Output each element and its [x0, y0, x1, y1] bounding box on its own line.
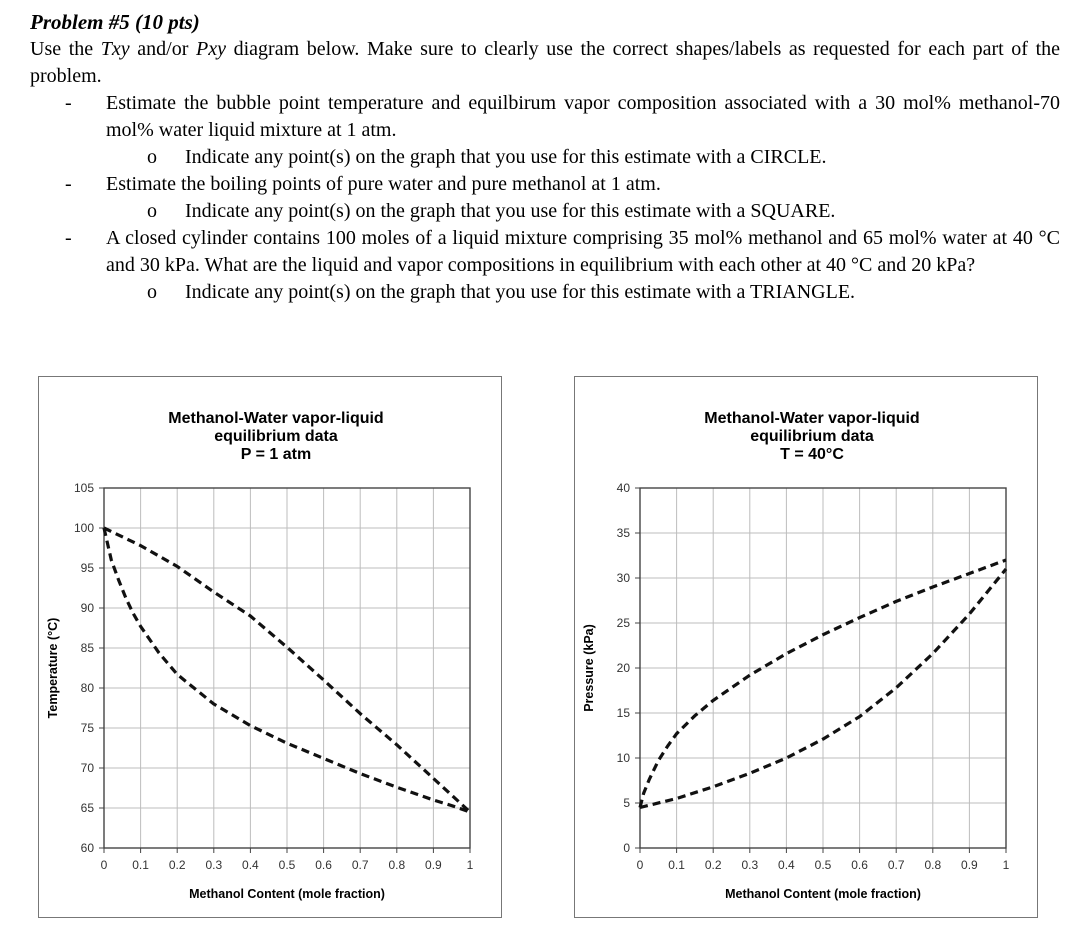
task-text: A closed cylinder contains 100 moles of a liquid mixture comprising 35 mol% methanol and 65 mol% water at 40 °C and 30 kPa. What are the liquid and vapor compositions in equilibrium with each other at 40 °C and 20 kPa? — [106, 227, 1060, 276]
y-tick-label: 65 — [80, 801, 94, 815]
y-tick-label: 75 — [80, 721, 94, 735]
chart-title-line: equilibrium data — [750, 428, 874, 445]
x-tick-label: 0.8 — [388, 858, 406, 872]
y-tick-label: 60 — [80, 841, 94, 855]
y-tick-label: 105 — [73, 481, 94, 495]
y-tick-label: 0 — [623, 841, 630, 855]
y-tick-label: 20 — [616, 661, 630, 675]
task-text: Estimate the bubble point temperature and equilbirum vapor composition associated with a 30 mol% methanol-70 mol% water liquid mixture at 1 atm. — [106, 92, 1060, 141]
txy-chart-panel — [38, 376, 502, 918]
x-tick-label: 0.9 — [961, 858, 978, 872]
x-tick-label: 0.3 — [205, 858, 223, 872]
x-tick-label: 0.8 — [924, 858, 942, 872]
task-subitem — [30, 279, 1060, 306]
circle-bullet: o — [147, 200, 157, 222]
y-tick-label: 30 — [616, 571, 630, 585]
y-tick-label: 40 — [616, 481, 630, 495]
x-tick-label: 0 — [100, 858, 108, 872]
x-tick-label: 0.6 — [851, 858, 868, 872]
y-tick-label: 5 — [623, 796, 630, 810]
x-tick-label: 0 — [636, 858, 644, 872]
y-tick-label: 95 — [80, 561, 94, 575]
chart-title-line: P = 1 atm — [240, 446, 312, 463]
x-tick-label: 0.5 — [278, 858, 296, 872]
x-tick-label: 0.1 — [668, 858, 685, 872]
pxy-chart — [575, 377, 1037, 917]
y-tick-label: 85 — [80, 641, 94, 655]
y-tick-label: 90 — [80, 601, 94, 615]
x-tick-label: 0.9 — [425, 858, 442, 872]
task-subitem — [30, 198, 1060, 225]
problem-document — [30, 8, 1060, 306]
y-tick-label: 35 — [616, 526, 630, 540]
x-tick-label: 0.4 — [778, 858, 795, 872]
dash-marker: - — [65, 92, 72, 114]
intro-pxy: Pxy — [196, 38, 226, 60]
x-tick-label: 1 — [466, 858, 474, 872]
task-subtext: Indicate any point(s) on the graph that you use for this estimate with a CIRCLE. — [185, 146, 827, 168]
y-tick-label: 100 — [73, 521, 94, 535]
x-tick-label: 1 — [1002, 858, 1010, 872]
intro-text-3: diagram below. Make sure to clearly use the correct shapes/labels as requested for each part of the problem. — [30, 38, 1061, 87]
y-axis-label: Pressure (kPa) — [582, 624, 596, 712]
x-tick-label: 0.2 — [168, 858, 186, 872]
y-axis-label: Temperature (°C) — [46, 617, 60, 719]
x-tick-label: 0.6 — [315, 858, 332, 872]
circle-bullet: o — [147, 281, 157, 303]
x-tick-label: 0.7 — [887, 858, 905, 872]
task-subtext: Indicate any point(s) on the graph that you use for this estimate with a SQUARE. — [185, 200, 836, 222]
intro-text-1: Use the — [30, 38, 101, 60]
problem-title: Problem #5 (10 pts) — [30, 10, 200, 34]
dash-marker: - — [65, 227, 72, 249]
intro-text-2: and/or — [129, 38, 197, 60]
task-subitem — [30, 144, 1060, 171]
y-tick-label: 80 — [80, 681, 94, 695]
x-tick-label: 0.1 — [132, 858, 149, 872]
x-axis-label: Methanol Content (mole fraction) — [189, 887, 385, 901]
y-tick-label: 70 — [80, 761, 94, 775]
task-item — [30, 171, 1060, 198]
chart-title-line: Methanol-Water vapor-liquid — [704, 410, 920, 427]
y-tick-label: 15 — [616, 706, 630, 720]
x-tick-label: 0.7 — [351, 858, 369, 872]
x-tick-label: 0.2 — [704, 858, 722, 872]
txy-chart — [39, 377, 501, 917]
intro-txy: Txy — [100, 38, 130, 60]
y-tick-label: 25 — [616, 616, 630, 630]
circle-bullet: o — [147, 146, 157, 168]
x-tick-label: 0.3 — [741, 858, 759, 872]
dash-marker: - — [65, 173, 72, 195]
chart-title-line: Methanol-Water vapor-liquid — [168, 410, 384, 427]
chart-title-line: equilibrium data — [214, 428, 338, 445]
pxy-chart-panel — [574, 376, 1038, 918]
chart-title-line: T = 40°C — [780, 446, 844, 463]
task-item — [30, 90, 1060, 144]
y-tick-label: 10 — [616, 751, 630, 765]
task-text: Estimate the boiling points of pure water and pure methanol at 1 atm. — [106, 173, 661, 195]
problem-intro — [30, 36, 1060, 90]
task-subtext: Indicate any point(s) on the graph that you use for this estimate with a TRIANGLE. — [185, 281, 856, 303]
task-item — [30, 225, 1060, 279]
x-axis-label: Methanol Content (mole fraction) — [725, 887, 921, 901]
x-tick-label: 0.4 — [242, 858, 259, 872]
x-tick-label: 0.5 — [814, 858, 832, 872]
